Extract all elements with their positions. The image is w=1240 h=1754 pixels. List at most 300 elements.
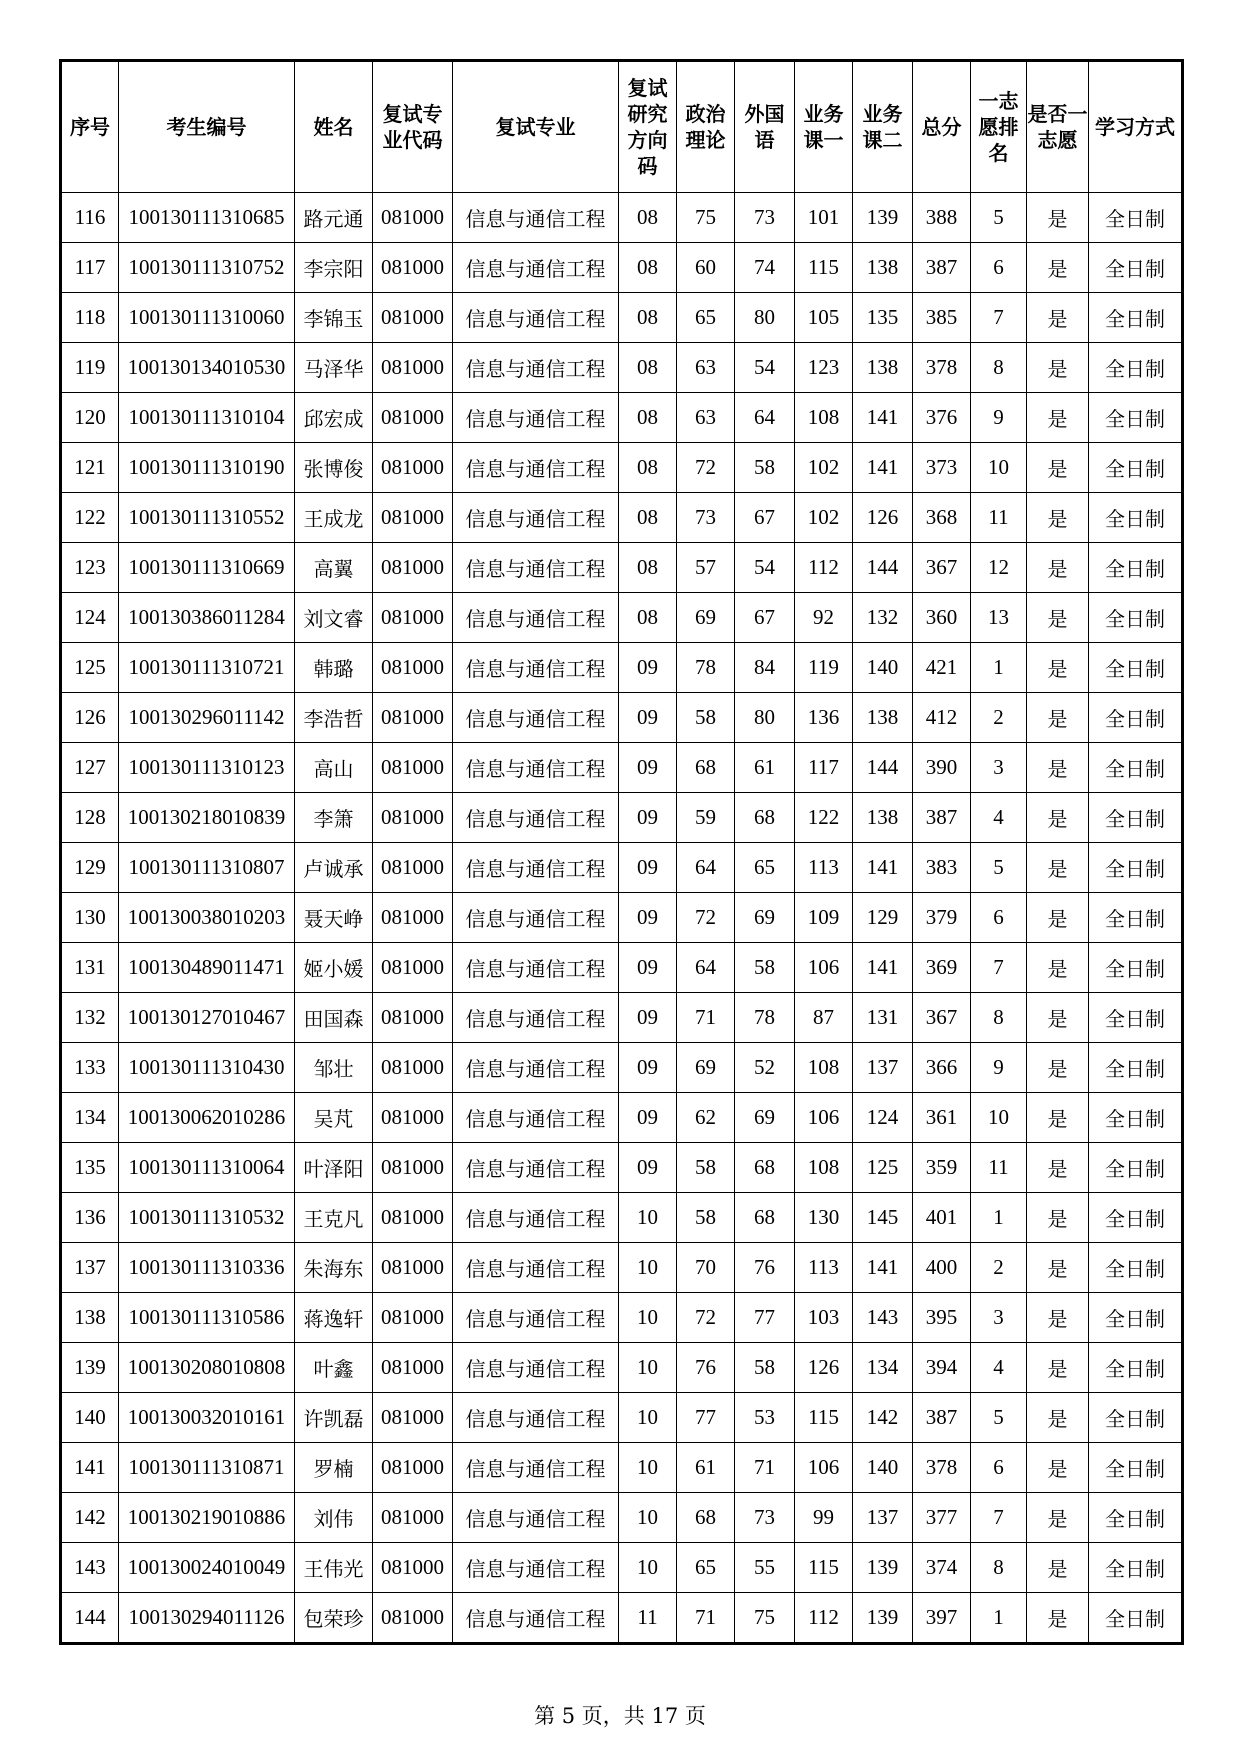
cell-major-code: 081000 [373, 1043, 453, 1093]
cell-major: 信息与通信工程 [453, 1543, 619, 1593]
cell-total: 378 [913, 343, 971, 393]
cell-candidate-id: 100130038010203 [119, 893, 295, 943]
cell-total: 412 [913, 693, 971, 743]
cell-candidate-id: 100130296011142 [119, 693, 295, 743]
table-row [61, 793, 1183, 843]
cell-first-choice-rank: 9 [971, 393, 1027, 443]
cell-candidate-id: 100130111310685 [119, 193, 295, 243]
cell-is-first-choice: 是 [1027, 743, 1089, 793]
cell-candidate-id: 100130111310752 [119, 243, 295, 293]
cell-is-first-choice: 是 [1027, 343, 1089, 393]
cell-name: 李宗阳 [295, 243, 373, 293]
cell-direction-code: 11 [619, 1593, 677, 1644]
cell-politics: 70 [677, 1243, 735, 1293]
table-row [61, 1343, 1183, 1393]
cell-subject-one: 123 [795, 343, 853, 393]
cell-total: 388 [913, 193, 971, 243]
cell-foreign-language: 58 [735, 443, 795, 493]
cell-candidate-id: 100130386011284 [119, 593, 295, 643]
cell-subject-two: 140 [853, 643, 913, 693]
cell-foreign-language: 74 [735, 243, 795, 293]
cell-total: 379 [913, 893, 971, 943]
cell-foreign-language: 80 [735, 293, 795, 343]
table-row [61, 1443, 1183, 1493]
cell-major-code: 081000 [373, 1293, 453, 1343]
cell-direction-code: 09 [619, 1043, 677, 1093]
cell-major-code: 081000 [373, 593, 453, 643]
table-row [61, 1293, 1183, 1343]
cell-study-mode: 全日制 [1089, 1193, 1183, 1243]
cell-is-first-choice: 是 [1027, 993, 1089, 1043]
table-row [61, 943, 1183, 993]
cell-candidate-id: 100130062010286 [119, 1093, 295, 1143]
cell-seq: 124 [61, 593, 119, 643]
cell-foreign-language: 77 [735, 1293, 795, 1343]
cell-subject-one: 99 [795, 1493, 853, 1543]
cell-name: 路元通 [295, 193, 373, 243]
cell-first-choice-rank: 5 [971, 193, 1027, 243]
cell-major-code: 081000 [373, 243, 453, 293]
cell-name: 张博俊 [295, 443, 373, 493]
cell-politics: 77 [677, 1393, 735, 1443]
cell-subject-one: 112 [795, 1593, 853, 1644]
cell-major: 信息与通信工程 [453, 1343, 619, 1393]
header-seq: 序号 [61, 61, 119, 193]
cell-subject-one: 108 [795, 1043, 853, 1093]
cell-candidate-id: 100130111310060 [119, 293, 295, 343]
cell-major: 信息与通信工程 [453, 1393, 619, 1443]
cell-foreign-language: 54 [735, 543, 795, 593]
cell-major: 信息与通信工程 [453, 443, 619, 493]
cell-major-code: 081000 [373, 993, 453, 1043]
cell-candidate-id: 100130111310669 [119, 543, 295, 593]
cell-major: 信息与通信工程 [453, 1443, 619, 1493]
cell-politics: 59 [677, 793, 735, 843]
cell-direction-code: 08 [619, 543, 677, 593]
cell-seq: 143 [61, 1543, 119, 1593]
cell-major: 信息与通信工程 [453, 543, 619, 593]
cell-name: 邹壮 [295, 1043, 373, 1093]
cell-first-choice-rank: 1 [971, 643, 1027, 693]
cell-major-code: 081000 [373, 443, 453, 493]
cell-politics: 62 [677, 1093, 735, 1143]
cell-total: 385 [913, 293, 971, 343]
cell-foreign-language: 69 [735, 893, 795, 943]
table-row [61, 293, 1183, 343]
cell-name: 王成龙 [295, 493, 373, 543]
cell-seq: 122 [61, 493, 119, 543]
cell-major-code: 081000 [373, 1543, 453, 1593]
cell-subject-two: 141 [853, 943, 913, 993]
cell-foreign-language: 52 [735, 1043, 795, 1093]
cell-politics: 72 [677, 1293, 735, 1343]
cell-major: 信息与通信工程 [453, 1243, 619, 1293]
cell-study-mode: 全日制 [1089, 1243, 1183, 1293]
cell-seq: 117 [61, 243, 119, 293]
cell-candidate-id: 100130111310586 [119, 1293, 295, 1343]
cell-candidate-id: 100130219010886 [119, 1493, 295, 1543]
cell-study-mode: 全日制 [1089, 993, 1183, 1043]
cell-study-mode: 全日制 [1089, 1493, 1183, 1543]
cell-is-first-choice: 是 [1027, 493, 1089, 543]
cell-total: 360 [913, 593, 971, 643]
cell-first-choice-rank: 11 [971, 493, 1027, 543]
cell-subject-one: 136 [795, 693, 853, 743]
cell-total: 376 [913, 393, 971, 443]
cell-direction-code: 10 [619, 1393, 677, 1443]
cell-name: 许凯磊 [295, 1393, 373, 1443]
cell-study-mode: 全日制 [1089, 293, 1183, 343]
table-body [61, 193, 1183, 1644]
cell-subject-two: 144 [853, 743, 913, 793]
table-row [61, 543, 1183, 593]
cell-is-first-choice: 是 [1027, 293, 1089, 343]
cell-seq: 129 [61, 843, 119, 893]
cell-major: 信息与通信工程 [453, 693, 619, 743]
cell-direction-code: 09 [619, 943, 677, 993]
cell-name: 李浩哲 [295, 693, 373, 743]
cell-seq: 131 [61, 943, 119, 993]
cell-candidate-id: 100130111310123 [119, 743, 295, 793]
cell-total: 367 [913, 543, 971, 593]
cell-is-first-choice: 是 [1027, 1293, 1089, 1343]
cell-seq: 118 [61, 293, 119, 343]
table-row [61, 1393, 1183, 1443]
cell-total: 387 [913, 1393, 971, 1443]
header-row [61, 61, 1183, 193]
cell-is-first-choice: 是 [1027, 1093, 1089, 1143]
cell-major: 信息与通信工程 [453, 843, 619, 893]
cell-study-mode: 全日制 [1089, 1393, 1183, 1443]
cell-name: 邱宏成 [295, 393, 373, 443]
cell-candidate-id: 100130111310721 [119, 643, 295, 693]
cell-direction-code: 08 [619, 293, 677, 343]
cell-seq: 125 [61, 643, 119, 693]
cell-is-first-choice: 是 [1027, 1443, 1089, 1493]
cell-politics: 73 [677, 493, 735, 543]
cell-name: 朱海东 [295, 1243, 373, 1293]
cell-study-mode: 全日制 [1089, 893, 1183, 943]
cell-subject-two: 140 [853, 1443, 913, 1493]
table-row [61, 993, 1183, 1043]
cell-subject-one: 102 [795, 443, 853, 493]
cell-foreign-language: 73 [735, 1493, 795, 1543]
cell-seq: 123 [61, 543, 119, 593]
cell-name: 叶鑫 [295, 1343, 373, 1393]
cell-seq: 142 [61, 1493, 119, 1543]
table-row [61, 493, 1183, 543]
cell-major: 信息与通信工程 [453, 1143, 619, 1193]
cell-direction-code: 09 [619, 743, 677, 793]
cell-is-first-choice: 是 [1027, 1493, 1089, 1543]
cell-politics: 61 [677, 1443, 735, 1493]
cell-subject-one: 101 [795, 193, 853, 243]
cell-direction-code: 09 [619, 693, 677, 743]
cell-total: 366 [913, 1043, 971, 1093]
cell-is-first-choice: 是 [1027, 1543, 1089, 1593]
cell-direction-code: 09 [619, 1093, 677, 1143]
cell-direction-code: 08 [619, 243, 677, 293]
cell-seq: 116 [61, 193, 119, 243]
cell-politics: 78 [677, 643, 735, 693]
cell-study-mode: 全日制 [1089, 793, 1183, 843]
header-foreign-language: 外国语 [735, 61, 795, 193]
cell-subject-one: 126 [795, 1343, 853, 1393]
cell-total: 359 [913, 1143, 971, 1193]
cell-total: 367 [913, 993, 971, 1043]
cell-major: 信息与通信工程 [453, 393, 619, 443]
cell-total: 373 [913, 443, 971, 493]
cell-direction-code: 08 [619, 343, 677, 393]
cell-is-first-choice: 是 [1027, 593, 1089, 643]
table-row [61, 1593, 1183, 1644]
cell-politics: 69 [677, 1043, 735, 1093]
cell-seq: 127 [61, 743, 119, 793]
cell-first-choice-rank: 8 [971, 1543, 1027, 1593]
cell-name: 田国森 [295, 993, 373, 1043]
cell-subject-one: 106 [795, 943, 853, 993]
cell-seq: 138 [61, 1293, 119, 1343]
cell-first-choice-rank: 3 [971, 1293, 1027, 1343]
cell-name: 姬小媛 [295, 943, 373, 993]
cell-first-choice-rank: 11 [971, 1143, 1027, 1193]
header-subject-one: 业务课一 [795, 61, 853, 193]
cell-foreign-language: 58 [735, 943, 795, 993]
cell-first-choice-rank: 10 [971, 1093, 1027, 1143]
cell-name: 马泽华 [295, 343, 373, 393]
cell-is-first-choice: 是 [1027, 1243, 1089, 1293]
cell-major: 信息与通信工程 [453, 1193, 619, 1243]
cell-candidate-id: 100130111310064 [119, 1143, 295, 1193]
cell-name: 聂天峥 [295, 893, 373, 943]
cell-subject-one: 102 [795, 493, 853, 543]
cell-total: 377 [913, 1493, 971, 1543]
cell-foreign-language: 73 [735, 193, 795, 243]
cell-seq: 141 [61, 1443, 119, 1493]
cell-first-choice-rank: 8 [971, 343, 1027, 393]
cell-major-code: 081000 [373, 743, 453, 793]
cell-subject-two: 134 [853, 1343, 913, 1393]
table-row [61, 1493, 1183, 1543]
cell-subject-two: 141 [853, 843, 913, 893]
cell-is-first-choice: 是 [1027, 693, 1089, 743]
cell-is-first-choice: 是 [1027, 1143, 1089, 1193]
cell-subject-two: 141 [853, 393, 913, 443]
cell-seq: 139 [61, 1343, 119, 1393]
cell-subject-one: 103 [795, 1293, 853, 1343]
cell-major-code: 081000 [373, 1493, 453, 1543]
cell-study-mode: 全日制 [1089, 1093, 1183, 1143]
header-name: 姓名 [295, 61, 373, 193]
cell-first-choice-rank: 13 [971, 593, 1027, 643]
cell-study-mode: 全日制 [1089, 243, 1183, 293]
cell-politics: 58 [677, 693, 735, 743]
cell-major: 信息与通信工程 [453, 593, 619, 643]
table-row [61, 693, 1183, 743]
cell-subject-two: 138 [853, 243, 913, 293]
cell-major: 信息与通信工程 [453, 943, 619, 993]
cell-politics: 60 [677, 243, 735, 293]
cell-politics: 68 [677, 1493, 735, 1543]
cell-politics: 72 [677, 443, 735, 493]
cell-subject-one: 115 [795, 243, 853, 293]
cell-total: 387 [913, 793, 971, 843]
cell-major-code: 081000 [373, 893, 453, 943]
cell-is-first-choice: 是 [1027, 393, 1089, 443]
cell-major: 信息与通信工程 [453, 243, 619, 293]
cell-name: 卢诚承 [295, 843, 373, 893]
cell-is-first-choice: 是 [1027, 1043, 1089, 1093]
cell-name: 罗楠 [295, 1443, 373, 1493]
cell-major-code: 081000 [373, 843, 453, 893]
cell-subject-two: 138 [853, 793, 913, 843]
cell-first-choice-rank: 6 [971, 893, 1027, 943]
cell-foreign-language: 76 [735, 1243, 795, 1293]
cell-major: 信息与通信工程 [453, 643, 619, 693]
cell-first-choice-rank: 2 [971, 693, 1027, 743]
cell-major-code: 081000 [373, 1343, 453, 1393]
cell-candidate-id: 100130208010808 [119, 1343, 295, 1393]
cell-subject-two: 143 [853, 1293, 913, 1343]
cell-major-code: 081000 [373, 1393, 453, 1443]
cell-seq: 133 [61, 1043, 119, 1093]
header-is-first-choice: 是否一志愿 [1027, 61, 1089, 193]
cell-subject-two: 141 [853, 443, 913, 493]
cell-subject-two: 141 [853, 1243, 913, 1293]
cell-subject-one: 108 [795, 393, 853, 443]
cell-foreign-language: 84 [735, 643, 795, 693]
cell-foreign-language: 78 [735, 993, 795, 1043]
cell-major-code: 081000 [373, 1593, 453, 1644]
cell-name: 高山 [295, 743, 373, 793]
cell-is-first-choice: 是 [1027, 1593, 1089, 1644]
cell-is-first-choice: 是 [1027, 893, 1089, 943]
cell-seq: 128 [61, 793, 119, 843]
cell-subject-two: 132 [853, 593, 913, 643]
cell-total: 401 [913, 1193, 971, 1243]
cell-politics: 64 [677, 943, 735, 993]
cell-study-mode: 全日制 [1089, 593, 1183, 643]
table-row [61, 1093, 1183, 1143]
cell-is-first-choice: 是 [1027, 943, 1089, 993]
cell-first-choice-rank: 4 [971, 1343, 1027, 1393]
table-row [61, 1243, 1183, 1293]
cell-study-mode: 全日制 [1089, 1143, 1183, 1193]
cell-first-choice-rank: 6 [971, 1443, 1027, 1493]
cell-name: 王伟光 [295, 1543, 373, 1593]
cell-direction-code: 08 [619, 393, 677, 443]
cell-study-mode: 全日制 [1089, 693, 1183, 743]
cell-first-choice-rank: 9 [971, 1043, 1027, 1093]
cell-first-choice-rank: 1 [971, 1193, 1027, 1243]
cell-direction-code: 10 [619, 1193, 677, 1243]
cell-first-choice-rank: 6 [971, 243, 1027, 293]
header-subject-two: 业务课二 [853, 61, 913, 193]
cell-foreign-language: 75 [735, 1593, 795, 1644]
cell-direction-code: 08 [619, 443, 677, 493]
cell-study-mode: 全日制 [1089, 1043, 1183, 1093]
cell-candidate-id: 100130111310871 [119, 1443, 295, 1493]
cell-politics: 65 [677, 1543, 735, 1593]
cell-foreign-language: 67 [735, 593, 795, 643]
page-number: 第 5 页，共 17 页 [534, 1704, 706, 1728]
header-candidate-id: 考生编号 [119, 61, 295, 193]
cell-major-code: 081000 [373, 1443, 453, 1493]
cell-total: 395 [913, 1293, 971, 1343]
cell-foreign-language: 65 [735, 843, 795, 893]
header-major-code: 复试专业代码 [373, 61, 453, 193]
header-major: 复试专业 [453, 61, 619, 193]
cell-subject-one: 113 [795, 843, 853, 893]
cell-seq: 136 [61, 1193, 119, 1243]
cell-subject-one: 105 [795, 293, 853, 343]
table-row [61, 243, 1183, 293]
cell-direction-code: 10 [619, 1443, 677, 1493]
cell-foreign-language: 64 [735, 393, 795, 443]
cell-is-first-choice: 是 [1027, 1193, 1089, 1243]
table-row [61, 1543, 1183, 1593]
cell-politics: 69 [677, 593, 735, 643]
cell-foreign-language: 68 [735, 1193, 795, 1243]
cell-major-code: 081000 [373, 493, 453, 543]
cell-foreign-language: 67 [735, 493, 795, 543]
cell-subject-two: 144 [853, 543, 913, 593]
cell-foreign-language: 71 [735, 1443, 795, 1493]
cell-is-first-choice: 是 [1027, 643, 1089, 693]
cell-total: 374 [913, 1543, 971, 1593]
cell-politics: 63 [677, 343, 735, 393]
cell-major-code: 081000 [373, 393, 453, 443]
cell-candidate-id: 100130489011471 [119, 943, 295, 993]
cell-first-choice-rank: 3 [971, 743, 1027, 793]
cell-politics: 76 [677, 1343, 735, 1393]
table-header [61, 61, 1183, 193]
cell-direction-code: 09 [619, 893, 677, 943]
cell-major-code: 081000 [373, 643, 453, 693]
cell-candidate-id: 100130218010839 [119, 793, 295, 843]
cell-major: 信息与通信工程 [453, 793, 619, 843]
cell-subject-two: 126 [853, 493, 913, 543]
cell-candidate-id: 100130111310336 [119, 1243, 295, 1293]
table-row [61, 1193, 1183, 1243]
cell-total: 394 [913, 1343, 971, 1393]
cell-foreign-language: 58 [735, 1343, 795, 1393]
cell-subject-one: 113 [795, 1243, 853, 1293]
cell-name: 刘文睿 [295, 593, 373, 643]
cell-study-mode: 全日制 [1089, 193, 1183, 243]
cell-direction-code: 10 [619, 1243, 677, 1293]
cell-major-code: 081000 [373, 1143, 453, 1193]
cell-candidate-id: 100130111310552 [119, 493, 295, 543]
table-row [61, 1043, 1183, 1093]
cell-politics: 71 [677, 1593, 735, 1644]
cell-first-choice-rank: 10 [971, 443, 1027, 493]
cell-name: 蒋逸轩 [295, 1293, 373, 1343]
cell-first-choice-rank: 1 [971, 1593, 1027, 1644]
cell-subject-two: 125 [853, 1143, 913, 1193]
cell-politics: 63 [677, 393, 735, 443]
cell-subject-one: 117 [795, 743, 853, 793]
cell-seq: 140 [61, 1393, 119, 1443]
cell-first-choice-rank: 7 [971, 943, 1027, 993]
cell-subject-two: 139 [853, 193, 913, 243]
cell-subject-one: 112 [795, 543, 853, 593]
cell-subject-one: 106 [795, 1443, 853, 1493]
cell-total: 383 [913, 843, 971, 893]
cell-subject-two: 124 [853, 1093, 913, 1143]
cell-seq: 137 [61, 1243, 119, 1293]
cell-candidate-id: 100130134010530 [119, 343, 295, 393]
